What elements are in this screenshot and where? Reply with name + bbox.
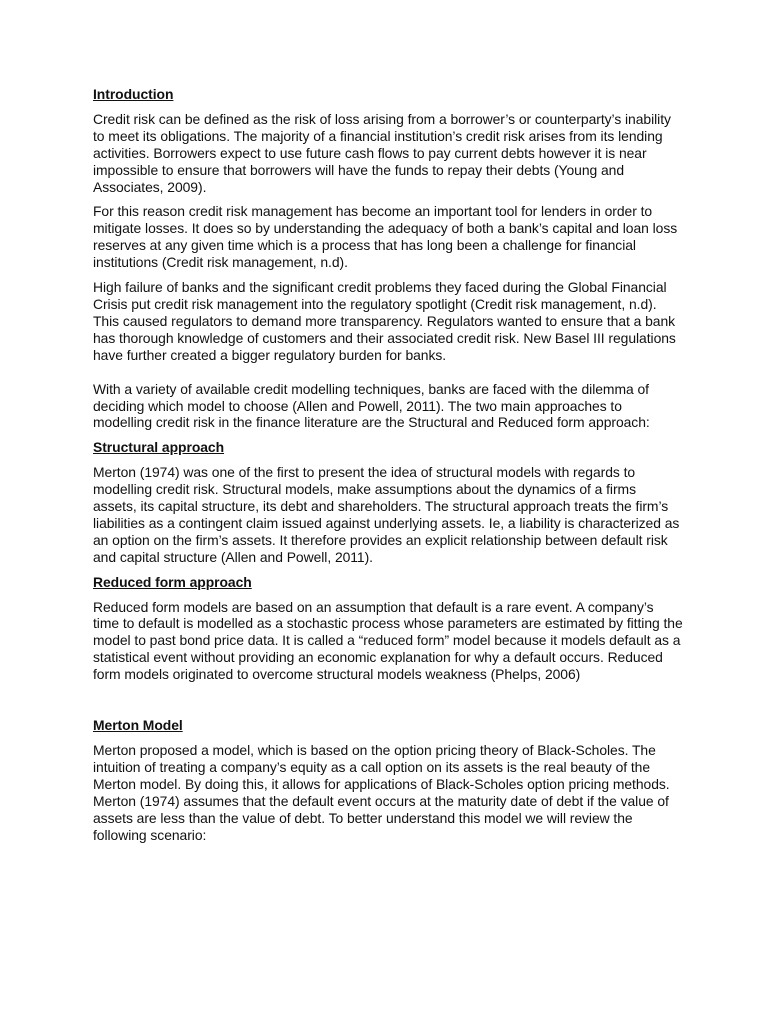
section-heading-introduction: Introduction xyxy=(93,86,174,102)
section-heading-merton-model: Merton Model xyxy=(93,717,183,734)
document-page xyxy=(93,86,683,843)
paragraph: Reduced form models are based on an assumption that default is a rare event. A company’s time to default is modelled as a stochastic process whose parameters are estimated by fitting the model to past bond price data. It is called a “reduced form” model because it models default as a statistical event without providing an economic explanation for why a default occurs. Reduced form models originated to overcome structural models weakness (Phelps, 2006) xyxy=(93,598,683,683)
section-heading-structural-approach: Structural approach xyxy=(93,439,225,456)
paragraph: For this reason credit risk management has become an important tool for lenders in order to mitigate losses. It does so by understanding the adequacy of both a bank’s capital and loan loss reserves at any given time which is a process that has long been a challenge for financial institutions (Credit risk management, n.d). xyxy=(93,203,678,271)
paragraph: Merton (1974) was one of the first to present the idea of structural models with regards to modelling credit risk. Structural models, make assumptions about the dynamics of a firms assets, its capital structure, its debt and shareholders. The structural approach treats the firm’s liabilities as a contingent claim issued against underlying assets. Ie, a liability is characterized as an option on the firm’s assets. It therefore provides an explicit relationship between default risk and capital structure (Allen and Powell, 2011). xyxy=(93,464,680,565)
paragraph: Credit risk can be defined as the risk of loss arising from a borrower’s or counterparty’s inability to meet its obligations. The majority of a financial institution’s credit risk arises from its lending activities. Borrowers expect to use future cash flows to pay current debts however it is near impossible to ensure that borrowers will have the funds to repay their debts (Young and Associates, 2009). xyxy=(93,110,671,195)
paragraph: Merton proposed a model, which is based on the option pricing theory of Black-Scholes. The intuition of treating a company’s equity as a call option on its assets is the real beauty of the Merton model. By doing this, it allows for applications of Black-Scholes option pricing methods. Merton (1974) assumes that the default event occurs at the maturity date of debt if the value of assets are less than the value of debt. To better understand this model we will review the following scenario: xyxy=(93,742,670,843)
paragraph: High failure of banks and the significant credit problems they faced during the Global Financial Crisis put credit risk management into the regulatory spotlight (Credit risk management, n.d). This caused regulators to demand more transparency. Regulators wanted to ensure that a bank has thorough knowledge of customers and their associated credit risk. New Basel III regulations have further created a bigger regulatory burden for banks. xyxy=(93,279,676,363)
paragraph: With a variety of available credit modelling techniques, banks are faced with the dilemma of deciding which model to choose (Allen and Powell, 2011). The two main approaches to modelling credit risk in the finance literature are the Structural and Reduced form approach: xyxy=(93,380,650,431)
section-heading-reduced-form-approach: Reduced form approach xyxy=(93,573,252,590)
